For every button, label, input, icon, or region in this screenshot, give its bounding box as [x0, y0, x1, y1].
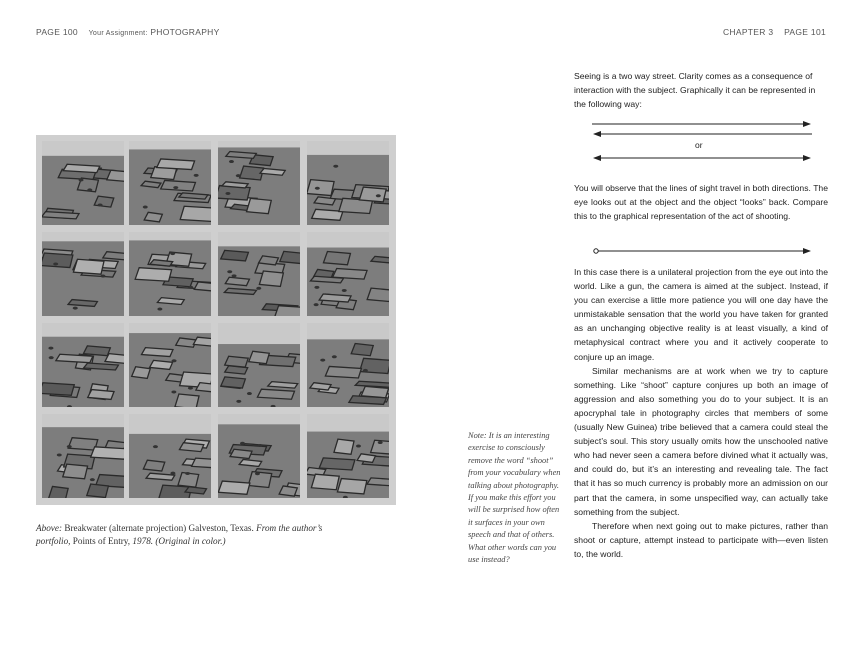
photo-tile	[218, 232, 300, 316]
photo-tile	[218, 141, 300, 225]
paragraph-5: Therefore when next going out to make pictures, rather than shoot or capture, attempt instead to participate with—even listen to, the world.	[574, 520, 828, 559]
photo-tile	[129, 414, 211, 498]
breakwater-photo-grid	[36, 135, 396, 505]
photo-tile	[307, 232, 389, 316]
right-page-number: PAGE 101	[784, 27, 826, 37]
paragraph-1: Seeing is a two way street. Clarity comes as a consequence of interaction with the subject. Graphically it can be represented in the following way:	[574, 71, 816, 110]
paragraphs-3-5	[574, 265, 828, 561]
caption-title: Points of Entry,	[72, 536, 131, 546]
paragraph-4: Similar mechanisms are at work when we try to capture something. Like “shoot” capture conjures up both an image of aggression and also something you do to your subject. It is an apocryphal tale in photography circles that members of some (usually New Guinea) tribe believed that a camera could steal the subject’s soul. This story usually omits how the unschooled native who had never seen a camera before divined what it actually was, and could do, but it’s an interesting and revealing tale. The fact that it has so much currency is probably more an admission on our part that the camera, in some unspecified way, can actually take something from the subject.	[574, 365, 828, 517]
left-page-number: PAGE 100	[36, 27, 78, 37]
photo-tile	[42, 141, 124, 225]
caption-label: Above:	[36, 523, 63, 533]
margin-note: Note: It is an interesting exercise to consciously remove the word “shoot” from your vocabulary when talking about photography. If you make this effort you will be surprised how often it surfaces in your own speech and that of others. What other words can you use instead?	[468, 431, 561, 565]
paragraph-2: You will observe that the lines of sight travel in both directions. The eye looks out at the object and the object “looks” back. Compare this to the graphical representation of the act of shooting.	[574, 183, 828, 222]
right-running-header	[723, 27, 826, 37]
one-way-arrow-diagram	[592, 244, 812, 258]
photo-tile	[129, 232, 211, 316]
photo-tile	[42, 414, 124, 498]
eye-origin-dot	[594, 249, 598, 253]
caption-text: Breakwater (alternate projection) Galveston, Texas.	[64, 523, 254, 533]
photo-tile	[218, 414, 300, 498]
photo-tile	[307, 141, 389, 225]
photo-tile	[42, 323, 124, 407]
caption-year: 1978. (Original in color.)	[132, 536, 226, 546]
photo-tile	[129, 323, 211, 407]
figure-caption	[36, 522, 336, 548]
paragraph-3: In this case there is a unilateral projection from the eye out into the world. Like a gun, the camera is aimed at the subject. Instead, if you can exercise a little more patience you will one day have the unmistakable sensation that the world you have taken for granted as an unchanging objective reality is at least visually, a kind of metaphysical contract where you and it actively cooperate to conjure up an image.	[574, 267, 828, 362]
photo-tile	[307, 414, 389, 498]
photo-tile	[42, 232, 124, 316]
photo-tile	[218, 323, 300, 407]
photo-tile	[307, 323, 389, 407]
chapter-label: CHAPTER 3	[722, 27, 774, 37]
photo-tile	[129, 141, 211, 225]
left-running-header	[36, 27, 220, 37]
or-label: or	[695, 140, 703, 150]
topic-label: PHOTOGRAPHY	[150, 27, 220, 37]
section-label: Your Assignment:	[88, 30, 148, 37]
caption-from: From the author’s portfolio,	[36, 523, 323, 546]
